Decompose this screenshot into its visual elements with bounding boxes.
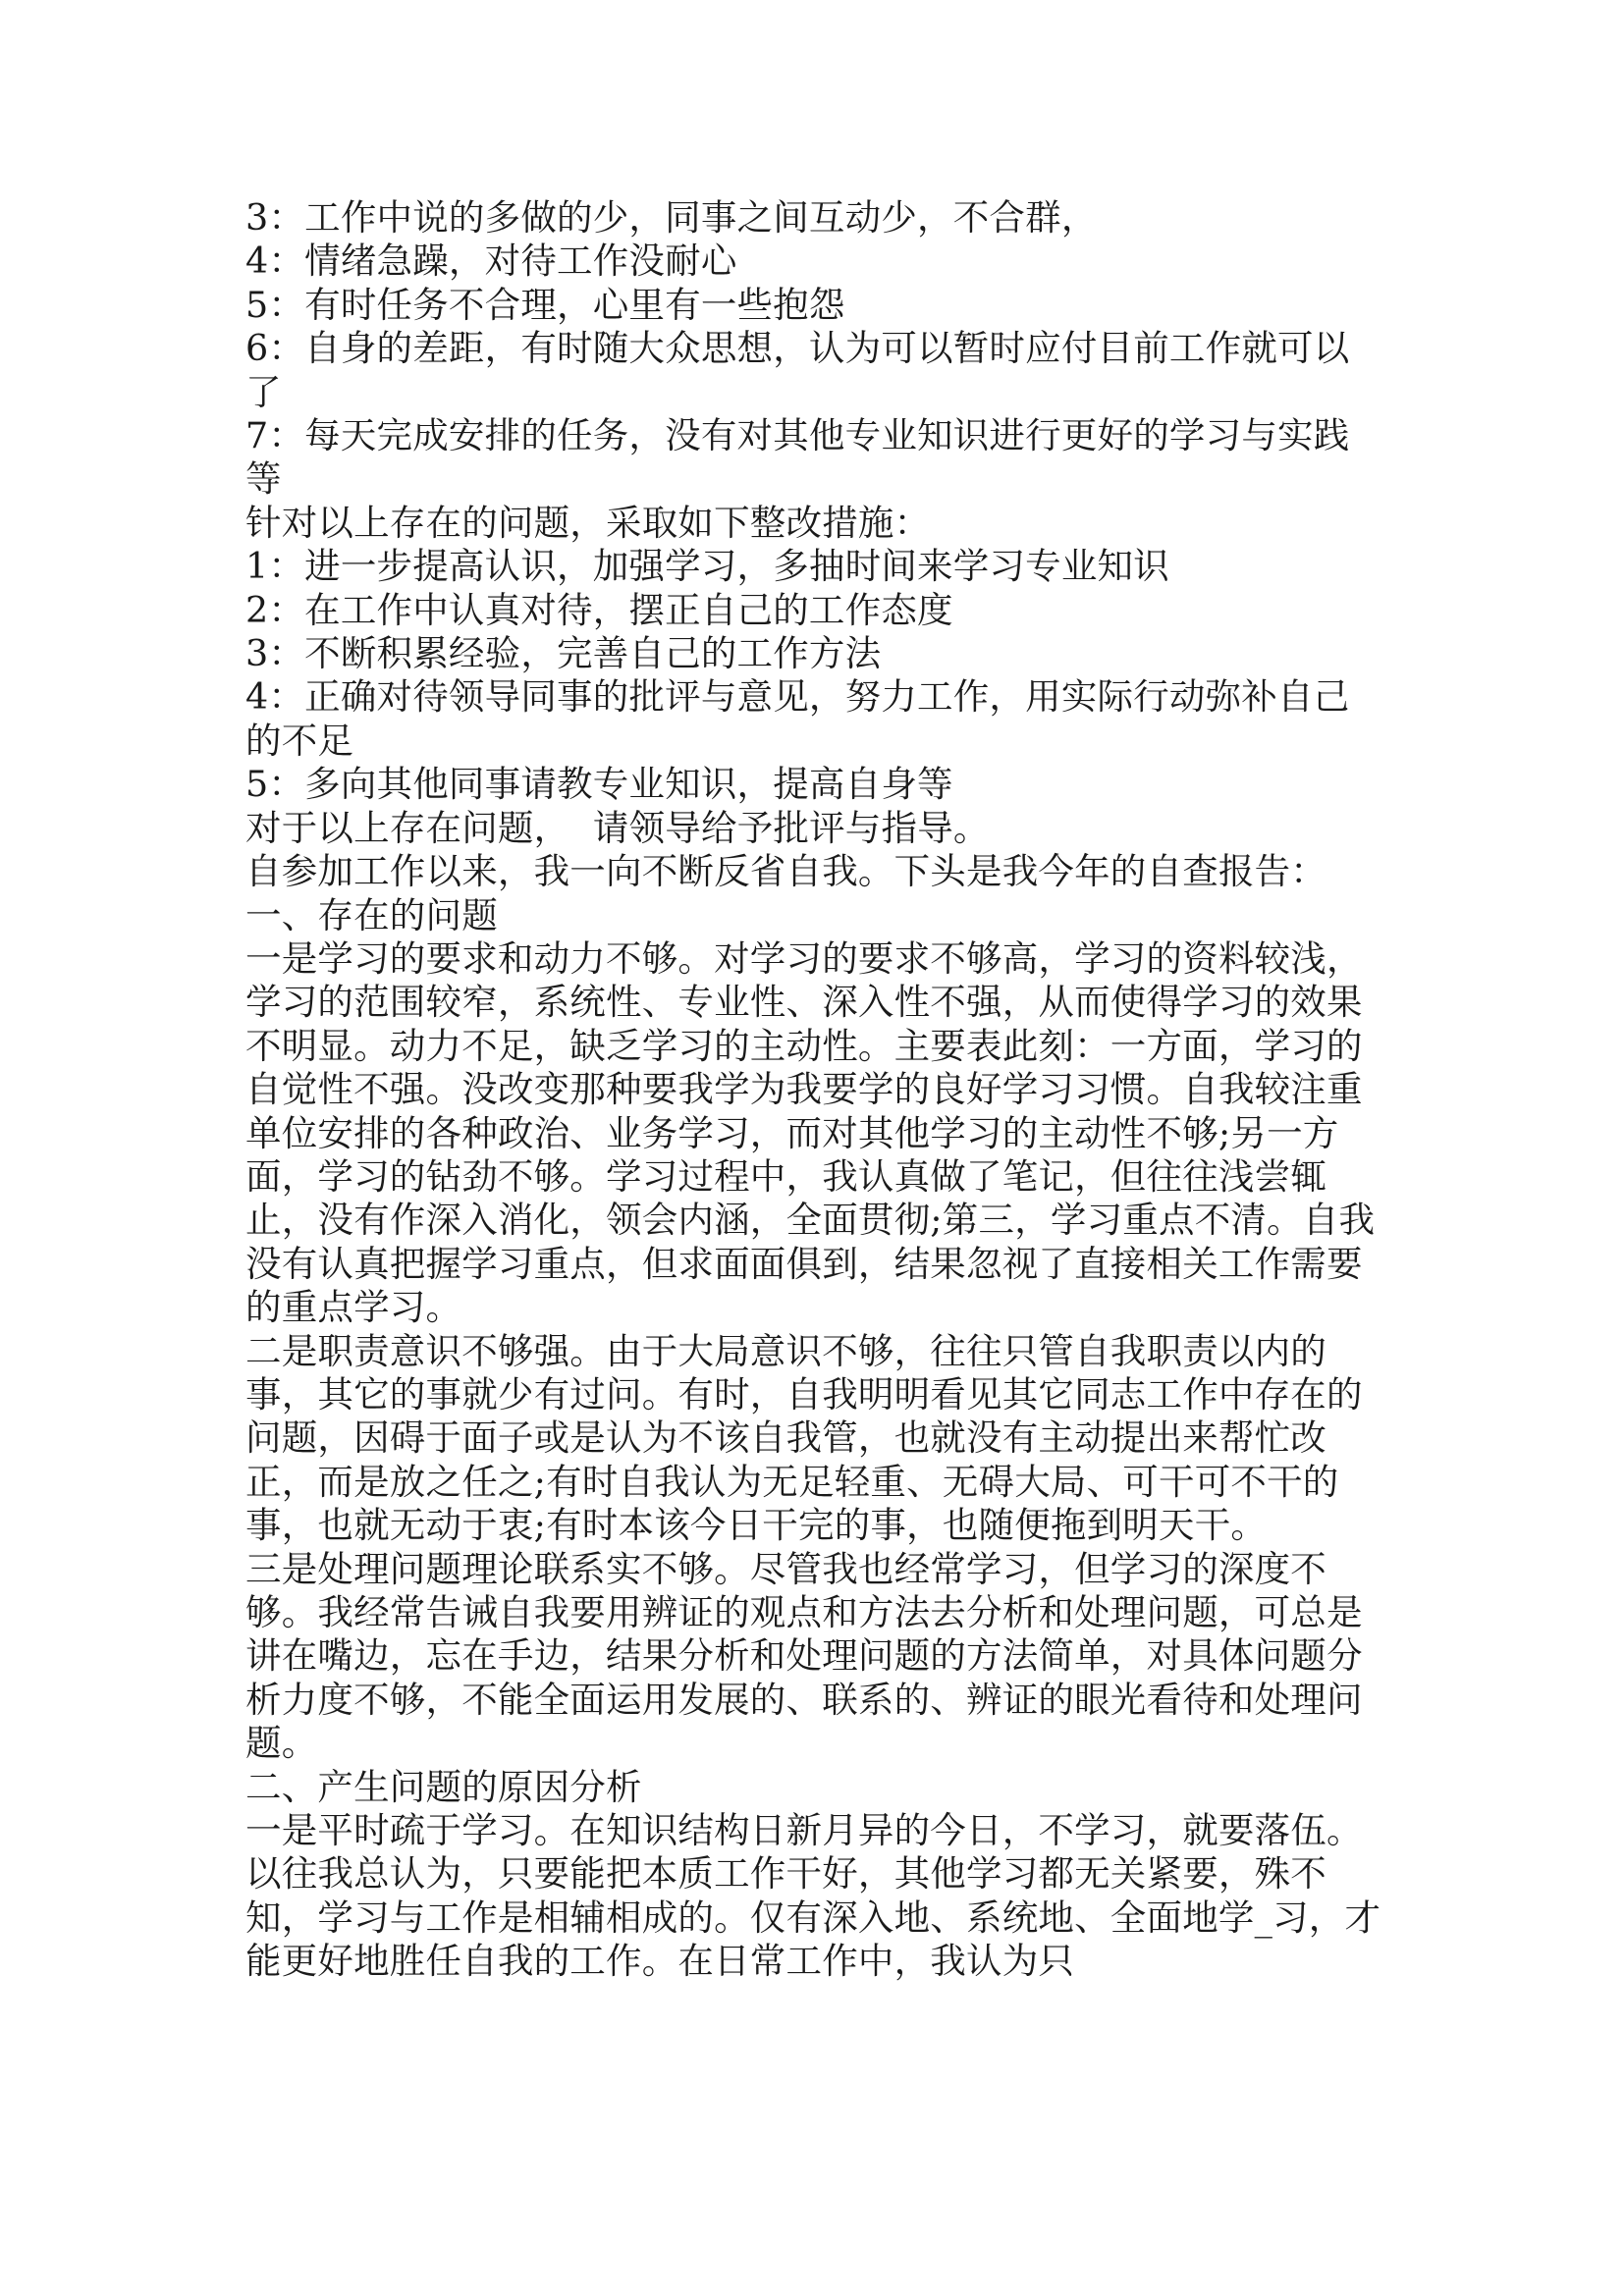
paragraph: 一是学习的要求和动力不够。对学习的要求不够高，学习的资料较浅，学习的范围较窄，系统性、专业性、深入性不强，从而使得学习的效果不明显。动力不足，缺乏学习的主动性。主要表此刻：一方面，学习的自觉性不强。没改变那种要我学为我要学的良好学习习惯。自我较注重单位安排的各种政治、业务学习，而对其他学习的主动性不够;另一方面，学习的钻劲不够。学习过程中，我认真做了笔记，但往往浅尝辄止，没有作深入消化，领会内涵，全面贯彻;第三，学习重点不清。自我没有认真把握学习重点，但求面面俱到，结果忽视了直接相关工作需要的重点学习。 [245, 936, 1376, 1329]
paragraph: 3：工作中说的多做的少，同事之间互动少，不合群， [245, 196, 1098, 239]
paragraph: 1：进一步提高认识，加强学习，多抽时间来学习专业知识 [245, 545, 1169, 588]
paragraph: 2：在工作中认真对待，摆正自己的工作态度 [245, 588, 953, 631]
paragraph: 一是平时疏于学习。在知识结构日新月异的今日，不学习，就要落伍。以往我总认为，只要能把本质工作干好，其他学习都无关紧要，殊不知，学习与工作是相辅相成的。仅有深入地、系统地、全面地学_习，才能更好地胜任自我的工作。在日常工作中，我认为只 [245, 1809, 1381, 1983]
section-heading: 一、存在的问题 [245, 893, 498, 936]
paragraph: 针对以上存在的问题，采取如下整改措施： [245, 501, 931, 544]
paragraph: 6：自身的差距，有时随大众思想，认为可以暂时应付目前工作就可以了 [245, 327, 1350, 413]
section-heading: 二、产生问题的原因分析 [245, 1765, 642, 1808]
paragraph: 对于以上存在问题， 请领导给予批评与指导。 [245, 806, 990, 849]
document-body [245, 196, 1384, 1984]
paragraph: 7：每天完成安排的任务，没有对其他专业知识进行更好的学习与实践等 [245, 414, 1350, 501]
paragraph: 5：有时任务不合理，心里有一些抱怨 [245, 283, 845, 326]
paragraph: 3：不断积累经验，完善自己的工作方法 [245, 632, 882, 675]
paragraph: 5：多向其他同事请教专业知识，提高自身等 [245, 763, 953, 806]
paragraph: 三是处理问题理论联系实不够。尽管我也经常学习，但学习的深度不够。我经常告诫自我要用辨证的观点和方法去分析和处理问题，可总是讲在嘴边，忘在手边，结果分析和处理问题的方法简单，对具体问题分析力度不够，不能全面运用发展的、联系的、辨证的眼光看待和处理问题。 [245, 1547, 1363, 1765]
paragraph: 4：正确对待领导同事的批评与意见，努力工作，用实际行动弥补自己的不足 [245, 675, 1350, 762]
paragraph: 二是职责意识不够强。由于大局意识不够，往往只管自我职责以内的事，其它的事就少有过问。有时，自我明明看见其它同志工作中存在的问题，因碍于面子或是认为不该自我管，也就没有主动提出来帮忙改正，而是放之任之;有时自我认为无足轻重、无碍大局、可干可不干的事，也就无动于衷;有时本该今日干完的事，也随便拖到明天干。 [245, 1329, 1363, 1547]
paragraph: 自参加工作以来，我一向不断反省自我。下头是我今年的自查报告： [245, 850, 1326, 893]
paragraph: 4：情绪急躁，对待工作没耐心 [245, 240, 737, 283]
